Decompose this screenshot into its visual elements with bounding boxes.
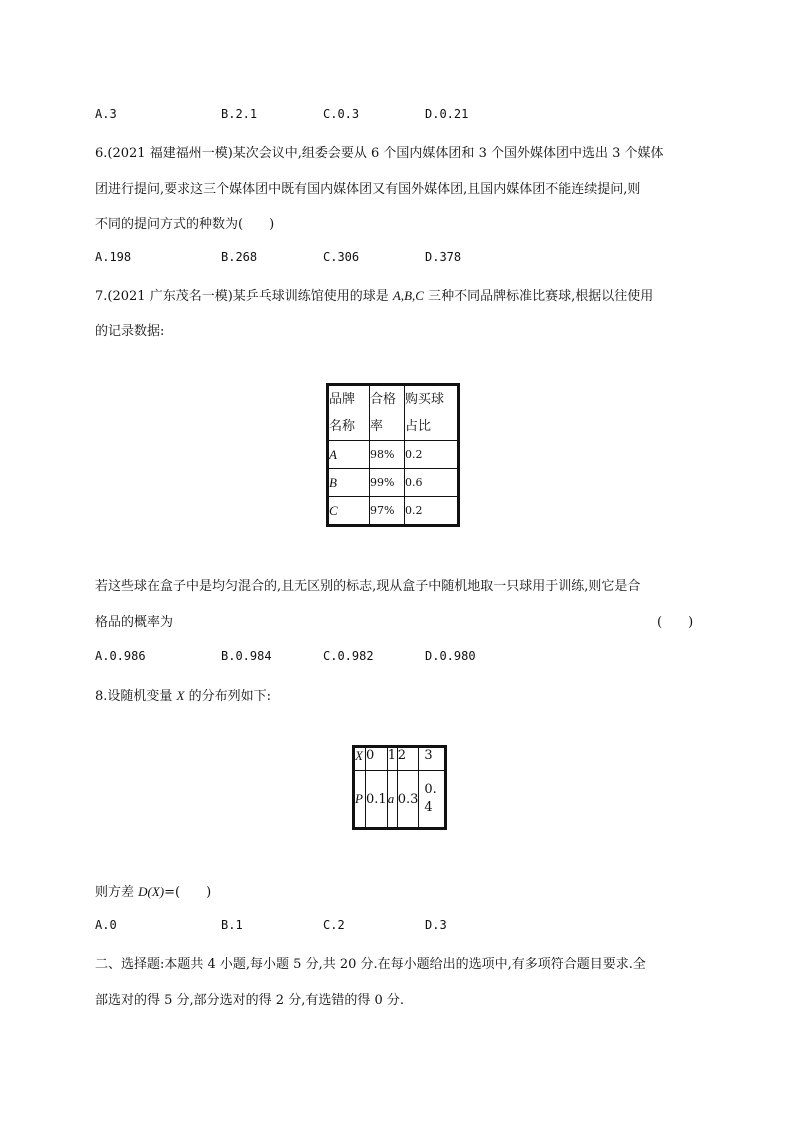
p-label: P: [354, 771, 366, 829]
q7-line-3: 若这些球在盒子中是均匀混合的,且无区别的标志,现从盒子中随机地取一只球用于训练,则它是合: [95, 579, 641, 594]
q7-line-1-start: 7.(2021 广东茂名一模)某乒乓球训练馆使用的球是: [95, 289, 393, 304]
header-brand-line2: 名称: [329, 419, 356, 434]
q6-option-a: A.198: [95, 250, 132, 264]
q6-line-1: 6.(2021 福建福州一模)某次会议中,组委会要从 6 个国内媒体团和 3 个国外媒体团中选出 3 个媒体: [95, 146, 664, 161]
q7-option-c: C.0.982: [323, 649, 374, 663]
q8-line-2-start: 则方差: [95, 885, 139, 900]
row-b-pass-rate: 99%: [370, 469, 405, 497]
row-c-share: 0.2: [405, 497, 459, 526]
table-row: [354, 771, 446, 829]
q7-option-d: D.0.980: [425, 649, 476, 663]
p-value-3-part1: 0.: [424, 782, 437, 797]
x-value-2: 2: [397, 747, 419, 771]
q8-variance-symbol: D(X): [138, 884, 165, 899]
p-value-0: 0.1: [366, 771, 388, 829]
table-row: [328, 441, 459, 469]
q6-option-c: C.306: [323, 250, 360, 264]
table-row: [328, 469, 459, 497]
x-value-3: 3: [419, 747, 446, 771]
q8-option-d: D.3: [425, 918, 447, 932]
q6-option-d: D.378: [425, 250, 462, 264]
x-label: X: [354, 747, 366, 771]
q6-line-2: 团进行提问,要求这三个媒体团中既有国内媒体团又有国外媒体团,且国内媒体团不能连续提问,则: [95, 182, 641, 197]
q7-brand-letters: A,B,C: [392, 288, 424, 303]
q8-variable-x: X: [176, 688, 185, 703]
q6-line-3: 不同的提问方式的种数为( ): [95, 217, 275, 232]
q8-line-1: [95, 685, 271, 704]
q5-option-a: A.3: [95, 107, 117, 121]
q8-line-2-end: =( ): [164, 885, 212, 900]
q8-line-1-start: 8.设随机变量: [95, 689, 177, 704]
q5-option-c: C.0.3: [323, 107, 360, 121]
p-value-1: a: [387, 771, 397, 829]
p-value-3: [419, 771, 446, 829]
row-c-brand: C: [328, 497, 370, 526]
header-pass-rate-line2: 率: [370, 419, 384, 434]
header-brand-line1: 品牌: [329, 392, 356, 407]
q8-option-b: B.1: [221, 918, 243, 932]
x-value-0: 0: [366, 747, 388, 771]
q7-line-2: 的记录数据:: [95, 324, 165, 339]
table-header-row: [328, 385, 459, 441]
q7-brand-table: [326, 383, 460, 527]
row-b-share: 0.6: [405, 469, 459, 497]
row-a-pass-rate: 98%: [370, 441, 405, 469]
section-2-line-1: 二、选择题:本题共 4 小题,每小题 5 分,共 20 分.在每小题给出的选项中,有多项符合题目要求.全: [95, 957, 646, 972]
q7-line-1: [95, 285, 653, 304]
header-brand: [328, 385, 370, 441]
header-pass-rate-line1: 合格: [370, 392, 397, 407]
row-a-brand: A: [328, 441, 370, 469]
p-value-2: 0.3: [397, 771, 419, 829]
q8-distribution-table: [352, 745, 447, 830]
q7-answer-paren: ( ): [657, 615, 694, 630]
q8-line-1-end: 的分布列如下:: [184, 689, 272, 704]
row-c-pass-rate: 97%: [370, 497, 405, 526]
header-share: [405, 385, 459, 441]
q7-option-a: A.0.986: [95, 649, 146, 663]
q8-option-a: A.0: [95, 918, 117, 932]
table-row: [328, 497, 459, 526]
q7-option-b: B.0.984: [221, 649, 272, 663]
q7-line-1-end: 三种不同品牌标准比赛球,根据以往使用: [423, 289, 654, 304]
row-b-brand: B: [328, 469, 370, 497]
q6-option-b: B.268: [221, 250, 258, 264]
header-share-line1: 购买球: [405, 392, 445, 407]
row-a-share: 0.2: [405, 441, 459, 469]
x-value-1: 1: [387, 747, 397, 771]
q8-option-c: C.2: [323, 918, 345, 932]
q5-option-d: D.0.21: [425, 107, 469, 121]
header-share-line2: 占比: [405, 419, 432, 434]
q7-line-4: 格品的概率为: [95, 615, 174, 630]
section-2-line-2: 部选对的得 5 分,部分选对的得 2 分,有选错的得 0 分.: [95, 993, 405, 1008]
p-value-3-part2: 4: [424, 800, 433, 815]
q5-option-b: B.2.1: [221, 107, 258, 121]
header-pass-rate: [370, 385, 405, 441]
q8-line-2: [95, 881, 211, 900]
table-row: [354, 747, 446, 771]
